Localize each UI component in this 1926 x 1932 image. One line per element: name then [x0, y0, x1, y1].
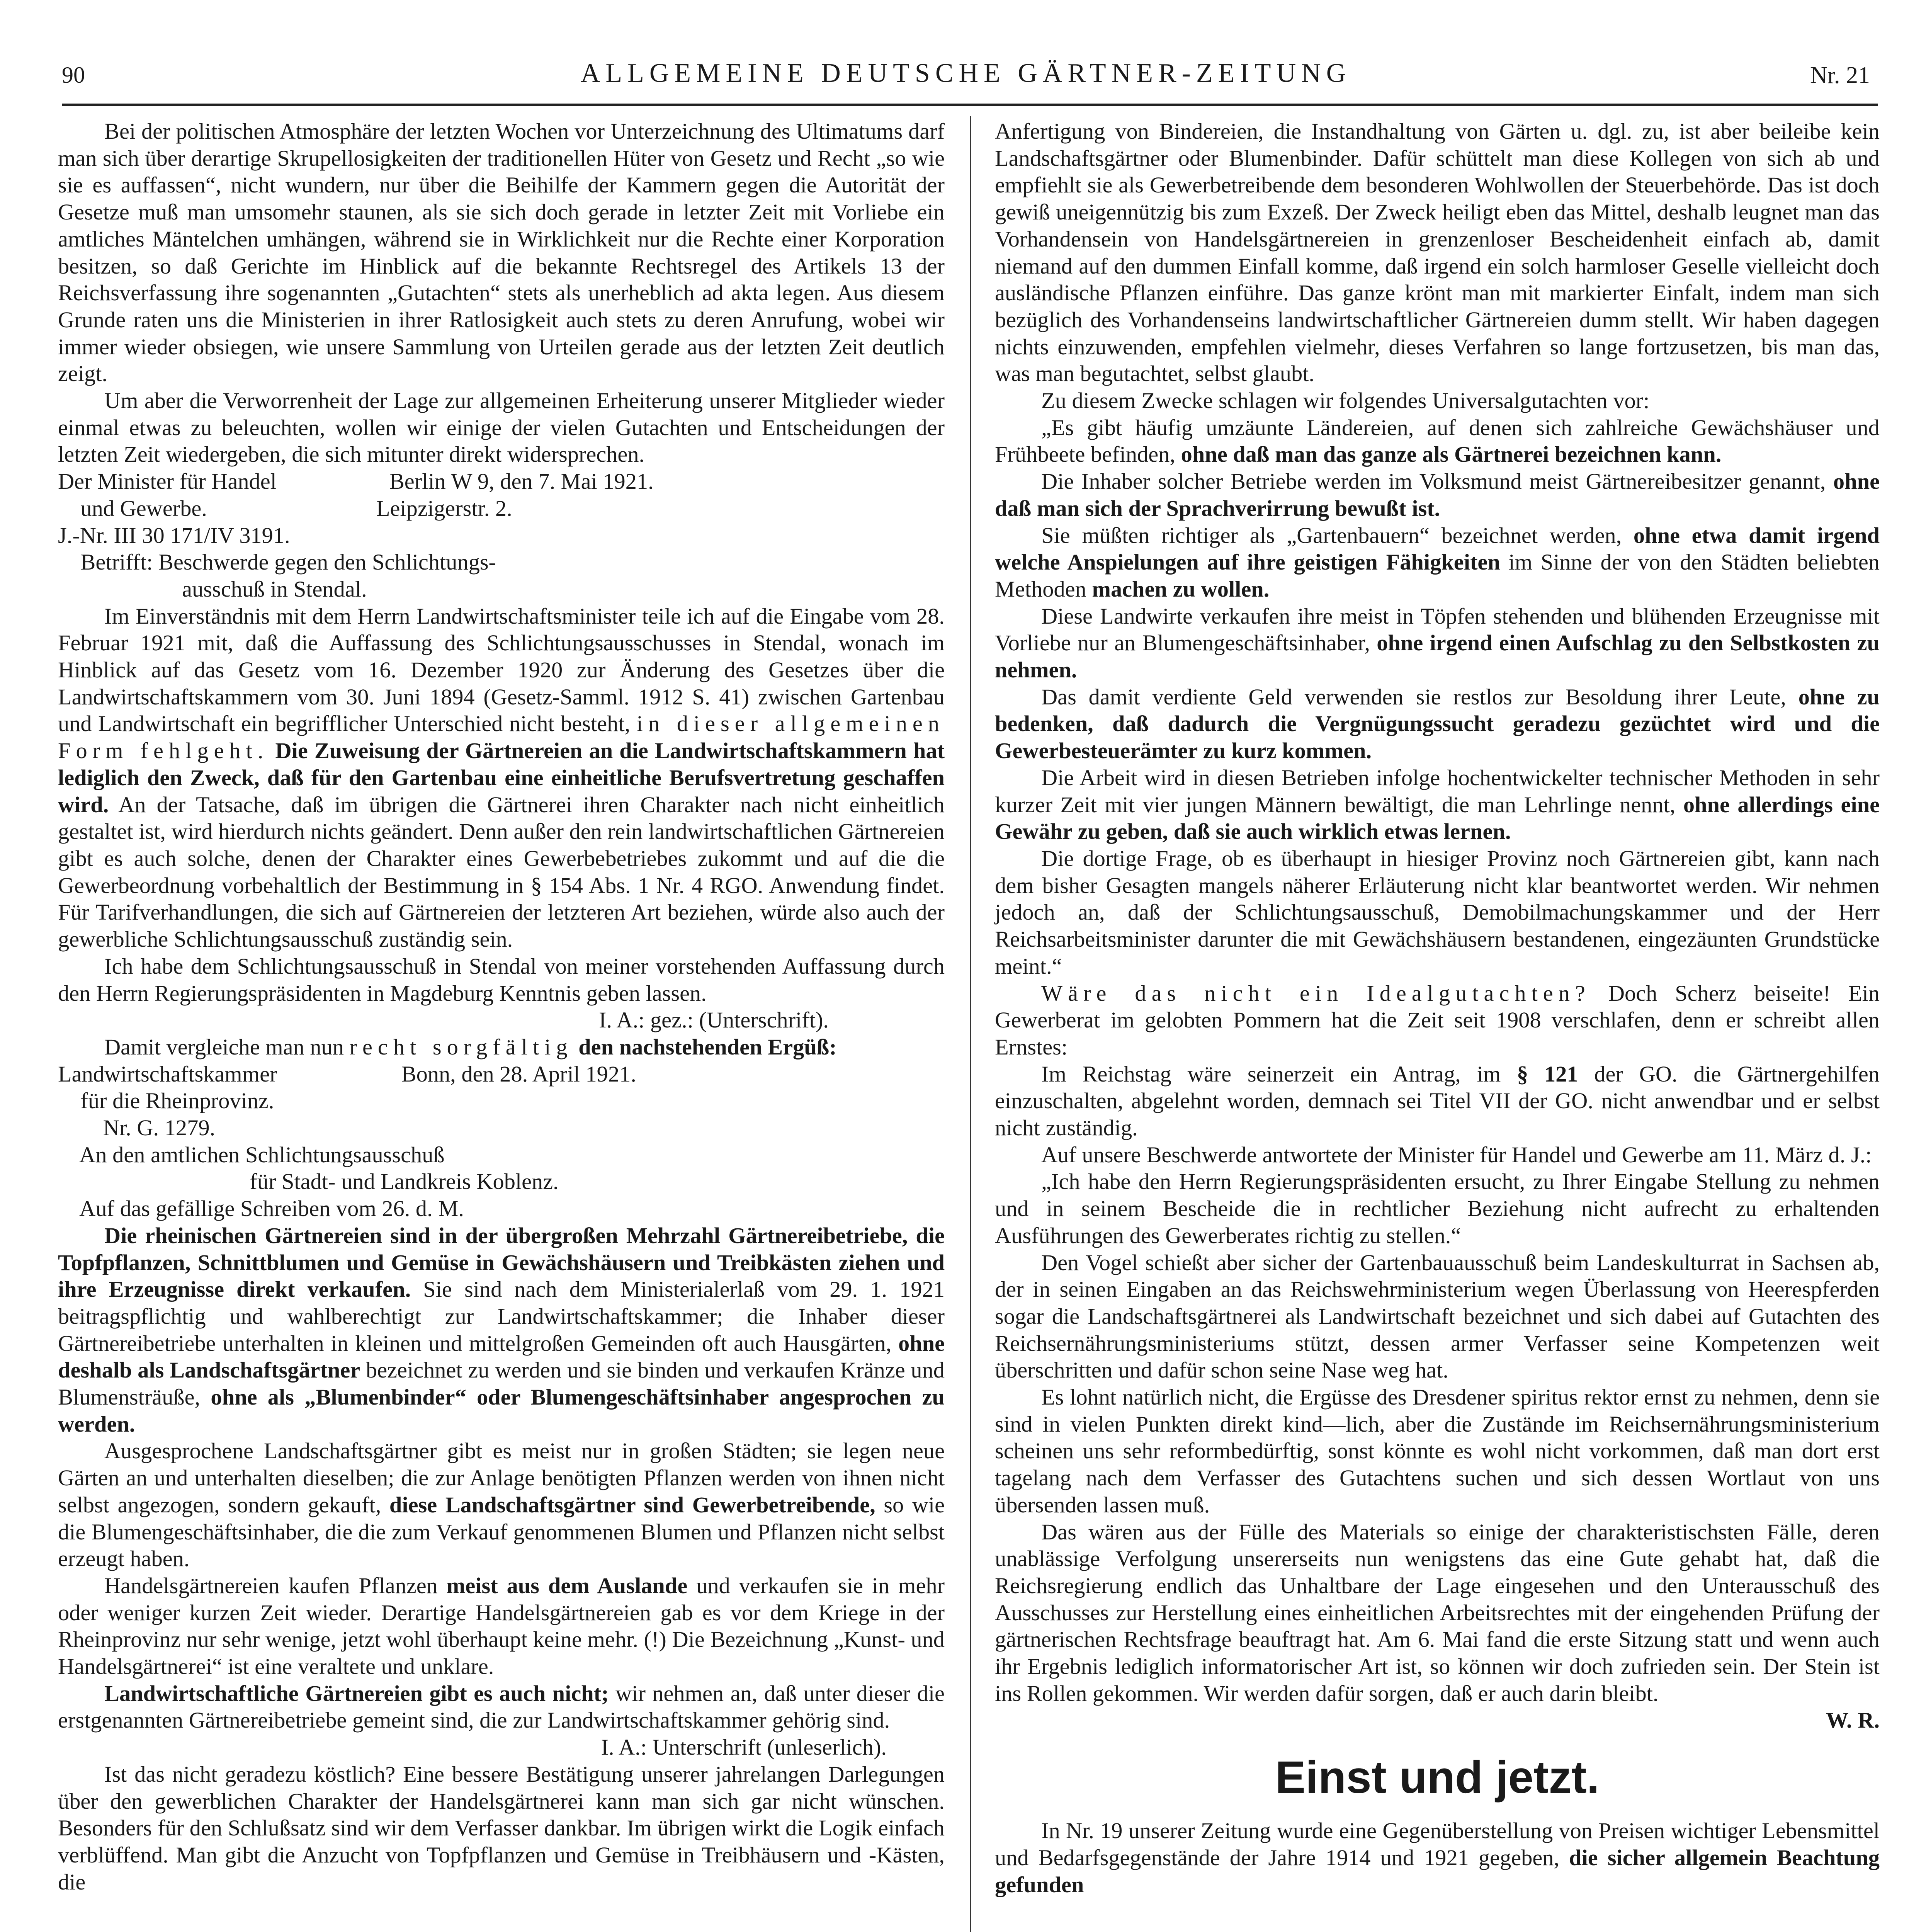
paragraph — [58, 1222, 945, 1438]
issue-number: Nr. 21 — [1810, 62, 1870, 88]
paragraph: Anfertigung von Bindereien, die Instandhaltung von Gärten u. dgl. zu, ist aber beileibe kein Landschaftsgärtner oder Blumenbinder. Dafür schüttelt man diese Kollegen von sich ab und empfiehlt sie als Gewerbetreibende dem besonderen Wohlwollen der Steuerbehörde. Das ist doch gewiß uneigennützig bis zum Exzeß. Der Zweck heiligt eben das Mittel, deshalb leugnet man das Vorhandensein von Handelsgärtnereien in grenzenloser Bescheidenheit einfach ab, damit niemand auf den dummen Einfall komme, daß irgend ein solch harmloser Geselle vielleicht doch ausländische Pflanzen einführe. Das ganze krönt man mit markierter Einfalt, indem man sich bezüglich des Vorhandenseins landwirtschaftlicher Gärtnereien dumm stellt. Wir haben dagegen nichts einzuwenden, empfehlen vielmehr, dieses Verfahren so lange fortzusetzen, bis man das, was man begutachtet, selbst glaubt. — [995, 119, 1880, 386]
bold-emphasis: § 121 — [1517, 1061, 1578, 1087]
bold-emphasis: ohne allerdings eine Gewähr zu geben, daß sie auch wirklich etwas lernen. — [995, 792, 1880, 844]
bold-emphasis: meist aus dem Auslande — [446, 1573, 688, 1598]
text-run: In Nr. 19 unserer Zeitung wurde eine Gegenüberstellung von Preisen wichtiger Lebensmittel und Bedarfsgegenstände der Jahre 1914 und 1921 gegeben, — [995, 1818, 1880, 1870]
spaced-emphasis: recht sorgfältig — [349, 1034, 573, 1060]
author-signature: W. R. — [1826, 1708, 1880, 1733]
bold-emphasis: den nachstehenden Ergüß: — [578, 1034, 837, 1060]
bold-emphasis: ohne als „Blumenbinder“ oder Blumengeschäftsinhaber angesprochen zu werden. — [58, 1384, 945, 1437]
text-run: bezeichnet zu werden und sie binden und verkaufen Kränze und Blumensträuße, — [58, 1357, 945, 1410]
paragraph: Ist das nicht geradezu köstlich? Eine bessere Bestätigung unserer jahrelangen Darlegungen über den gewerblichen Charakter der Handelsgärtnerei kann man sich gar nicht wünschen. Besonders für den Schlußsatz sind wir dem Verfasser dankbar. Im übrigen wirkt die Logik einfach verblüffend. Man gibt die Anzucht von Topfpflanzen und Gemüse in Treibhäusern und -Kästen, die — [58, 1761, 945, 1895]
column-divider — [970, 116, 971, 1932]
letter-subject: ausschuß in Stendal. — [58, 576, 367, 602]
bold-emphasis: die sicher allgemein Beachtung gefunden — [995, 1845, 1880, 1897]
text-run: Sie sind nach dem Ministerialerlaß vom 29. 1. 1921 beitragspflichtig und wahlberechtigt zur Landwirtschaftskammer; die Inhaber dieser Gärtnereibetriebe unterhalten in kleinen und mittelgroßen Gemeinden oft auch Hausgärten, — [58, 1277, 945, 1356]
left-column — [58, 118, 945, 1895]
bold-emphasis: ohne daß man sich der Sprachverirrung bewußt ist. — [995, 469, 1880, 521]
signature-line: I. A.: Unterschrift (unleserlich). — [601, 1735, 887, 1760]
paragraph: Bei der politischen Atmosphäre der letzten Wochen vor Unterzeichnung des Ultimatums darf man sich über derartige Skrupellosigkeiten der traditionellen Hüter von Gesetz und Recht „so wie sie es auffassen“, nicht wundern, nur über die Beihilfe der Kammern gegen die Autorität der Gesetze muß man umsomehr staunen, als sie sich doch gerade in letzter Zeit mit Vorliebe ein amtliches Mäntelchen umhängen, während sie in Wirklichkeit nur die Rechte einer Korporation besitzen, so daß Gerichte im Hinblick auf die bekannte Rechtsregel des Artikels 13 der Reichsverfassung ihre sogenannten „Gutachten“ stets als unerheblich ad akta legen. Aus diesem Grunde raten uns die Ministerien in ihrer Ratlosigkeit auch stets zu deren Anrufung, wobei wir immer wieder obsiegen, wie unsere Sammlung von Urteilen gerade aus der letzten Zeit deutlich zeigt. — [58, 119, 945, 386]
text-run: so wie die Blumengeschäftsinhaber, die die zum Verkauf genommenen Blumen und Pflanzen nicht selbst erzeugt haben. — [58, 1492, 945, 1571]
paragraph — [995, 1817, 1880, 1898]
text-run: Die Arbeit wird in diesen Betrieben infolge hochentwickelter technischer Methoden in sehr kurzer Zeit mit vier jungen Männern bewältigt, die man Lehrlinge nennt, — [995, 765, 1880, 817]
text-run: Sie müßten richtiger als „Gartenbauern“ bezeichnet werden, — [1041, 522, 1622, 548]
paragraph: Auf unsere Beschwerde antwortete der Minister für Handel und Gewerbe am 11. März d. J.: — [1041, 1142, 1872, 1167]
text-run: Damit vergleiche man nun — [104, 1034, 344, 1060]
quote-paragraph — [995, 468, 1880, 522]
text-run: Im Einverständnis mit dem Herrn Landwirtschaftsminister teile ich auf die Eingabe vom 28. Februar 1921 mit, daß die Auffassung des Schlichtungsausschusses in Stendal, wonach im Hinblick auf das Gesetz vom 16. Dezember 1920 zur Änderung des Gesetzes über die Landwirtschaftskammern vom 30. Juni 1894 (Gesetz-Samml. 1912 S. 41) zwischen Gartenbau und Landwirtschaft ein begrifflicher Unterschied nicht besteht, — [58, 603, 945, 736]
header-rule — [62, 104, 1878, 106]
letter-sender-line: Landwirtschaftskammer Bonn, den 28. April 1921. — [58, 1061, 636, 1087]
paragraph — [58, 1034, 945, 1061]
right-column — [995, 118, 1880, 1898]
letter-sender-line: für die Rheinprovinz. — [58, 1088, 274, 1114]
paragraph — [58, 1437, 945, 1572]
text-run: Ausgesprochene Landschaftsgärtner gibt es meist nur in großen Städten; sie legen neue Gärten an und unterhalten dieselben; die zur Anlage benötigten Pflanzen werden von ihnen nicht selbst angezogen, sondern gekauft, — [58, 1438, 945, 1517]
text-run: wir nehmen an, daß unter dieser die erstgenannten Gärtnereibetriebe gemeint sind, die zur Landwirtschaftskammer gehörig sind. — [58, 1680, 945, 1733]
bold-emphasis: diese Landschaftsgärtner sind Gewerbetreibende, — [389, 1492, 875, 1517]
letter-recipient: für Stadt- und Landkreis Koblenz. — [58, 1169, 559, 1194]
text-run: Im Reichstag wäre seinerzeit ein Antrag, im — [1041, 1061, 1501, 1087]
text-run: im Sinne der von den Städten beliebten Methoden — [995, 549, 1880, 602]
bold-emphasis: Landwirtschaftliche Gärtnereien gibt es auch nicht; — [104, 1680, 609, 1706]
bold-emphasis: ohne deshalb als Landschaftsgärtner — [58, 1330, 945, 1383]
letter-reference: Nr. G. 1279. — [58, 1115, 216, 1141]
section-title: Einst und jetzt. — [1275, 1752, 1600, 1803]
bold-emphasis: Die Zuweisung der Gärtnereien an die Landwirtschaftskammern hat lediglich den Zweck, daß für den Gartenbau eine einheitliche Berufsvertretung geschaffen wird. — [58, 738, 945, 817]
signature-line: I. A.: gez.: (Unterschrift). — [598, 1007, 829, 1033]
quote-paragraph — [995, 522, 1880, 603]
bold-emphasis: ohne daß man das ganze als Gärtnerei bezeichnen kann. — [1181, 442, 1722, 467]
text-run: Das damit verdiente Geld verwenden sie restlos zur Besoldung ihrer Leute, — [1041, 684, 1786, 709]
bold-emphasis: ohne zu bedenken, daß dadurch die Vergnügungssucht geradezu gezüchtet wird und die Gewerbesteuerämter zu kurz kommen. — [995, 684, 1880, 764]
text-run: Die Inhaber solcher Betriebe werden im Volksmund meist Gärtnereibesitzer genannt, — [1041, 469, 1826, 494]
text-run: An der Tatsache, daß im übrigen die Gärtnerei ihren Charakter nach nicht einheitlich gestaltet ist, wird hierdurch nichts geändert. Denn außer den rein landwirtschaftlichen Gärtnereien gibt es auch solche, denen der Charakter eines Gewerbebetriebes zukommt und auf die die Gewerbeordnung vorbehaltlich der Bestimmung in § 154 Abs. 1 Nr. 4 RGO. Anwendung findet. Für Tarifverhandlungen, die sich auf Gärtnereien der letzteren Art beziehen, würde also auch der gewerbliche Schlichtungsausschuß zuständig sein. — [58, 792, 945, 952]
paragraph: Um aber die Verworrenheit der Lage zur allgemeinen Erheiterung unserer Mitglieder wieder einmal etwas zu beleuchten, wollen wir einige der vielen Gutachten und Entscheidungen der letzten Zeit wiedergeben, die sich mitunter direkt widersprechen. — [58, 388, 945, 467]
spaced-emphasis: Wäre das nicht ein Idealgutachten? — [1041, 980, 1591, 1006]
paragraph: Den Vogel schießt aber sicher der Gartenbauausschuß beim Landeskulturrat in Sachsen ab, der in seinen Eingaben an das Reichswehrministerium wegen Überlassung von Heerespferden sogar die Landschaftsgärtnerei als Landwirtschaft bezeichnet und sich dabei auf Gutachten des Reichsernährungsministeriums stützt, dessen armer Verfasser seine Kompetenzen weit überschritten und dafür schon seine Nase weg hat. — [995, 1250, 1880, 1383]
quote-paragraph — [995, 414, 1880, 468]
letter-sender-line: Der Minister für Handel Berlin W 9, den 7. Mai 1921. — [58, 469, 654, 494]
quote-paragraph — [995, 684, 1880, 764]
quote-paragraph — [995, 764, 1880, 845]
paragraph — [995, 1061, 1880, 1141]
text-run: „Es gibt häufig umzäunte Ländereien, auf denen sich zahlreiche Gewächshäuser und Frühbeete befinden, — [995, 415, 1880, 467]
text-run: Handelsgärtnereien kaufen Pflanzen — [104, 1573, 438, 1598]
paragraph — [58, 603, 945, 953]
bold-emphasis: ohne etwa damit irgend welche Anspielungen auf ihre geistigen Fähigkeiten — [995, 522, 1880, 575]
text-run: und verkaufen sie in mehr oder weniger kurzen Zeit wieder. Derartige Handelsgärtnereien gab es vor dem Kriege in der Rheinprovinz nur sehr wenige, jetzt wohl überhaupt keine mehr. (!) Die Bezeichnung „Kunst- und Handelsgärtnerei“ ist eine veraltete und unklare. — [58, 1573, 945, 1679]
letter-recipient: An den amtlichen Schlichtungsausschuß — [58, 1142, 445, 1167]
bold-emphasis: machen zu wollen. — [1092, 576, 1270, 602]
paragraph — [995, 980, 1880, 1061]
paragraph: Das wären aus der Fülle des Materials so einige der charakteristischsten Fälle, deren unablässige Verfolgung unsererseits nun wenigstens das eine Gute gehabt hat, daß die Reichsregierung endlich das Unhaltbare der Lage eingesehen und den Unterausschuß des Ausschusses zur Herstellung eines einheitlichen Arbeitsrechtes mit der eingehenden Prüfung der gärtnerischen Rechtsfrage beauftragt hat. Am 6. Mai fand die erste Sitzung statt und wenn auch ihr Ergebnis lediglich informatorischer Art ist, so können wir doch zufrieden sein. Der Stein ist ins Rollen gekommen. Wir werden dafür sorgen, daß er auch darin bleibt. — [995, 1519, 1880, 1706]
paragraph: Es lohnt natürlich nicht, die Ergüsse des Dresdener spiritus rektor ernst zu nehmen, denn sie sind in vielen Punkten direkt kind—lich, aber die Zustände im Reichsernährungsministerium scheinen uns sehr reformbedürftig, sonst könnte es wohl nicht vorkommen, daß man dort erst tagelang nach dem Verfasser des Gutachtens suchen und sich dessen Wortlaut von uns übersenden lassen muß. — [995, 1384, 1880, 1517]
page-number: 90 — [62, 62, 85, 88]
spaced-emphasis: in dieser allgemeinen Form fehlgeht. — [58, 711, 945, 764]
letter-reference: J.-Nr. III 30 171/IV 3191. — [58, 522, 290, 548]
paragraph: Ich habe dem Schlichtungsausschuß in Stendal von meiner vorstehenden Auffassung durch den Herrn Regierungspräsidenten in Magdeburg Kenntnis geben lassen. — [58, 953, 945, 1006]
letter-sender-line: und Gewerbe. Leipzigerstr. 2. — [58, 495, 512, 521]
journal-title: ALLGEMEINE DEUTSCHE GÄRTNER-ZEITUNG — [580, 58, 1351, 88]
letter-subject: Auf das gefällige Schreiben vom 26. d. M. — [58, 1196, 464, 1221]
quote-paragraph: „Ich habe den Herrn Regierungspräsidenten ersucht, zu Ihrer Eingabe Stellung zu nehmen und in seinem Bescheide die in rechtlicher Beziehung nicht aufrecht zu erhaltenden Ausführungen des Gewerberates richtig zu stellen.“ — [995, 1169, 1880, 1248]
bold-emphasis: ohne irgend einen Aufschlag zu den Selbstkosten zu nehmen. — [995, 630, 1880, 683]
paragraph — [58, 1680, 945, 1734]
paragraph — [58, 1572, 945, 1680]
text-run: Diese Landwirte verkaufen ihre meist in Töpfen stehenden und blühenden Erzeugnisse mit Vorliebe nur an Blumengeschäftsinhaber, — [995, 603, 1880, 656]
quote-paragraph — [995, 603, 1880, 684]
text-run: der GO. die Gärtnergehilfen einzuschalten, abgelehnt worden, demnach sei Titel VII der GO. nicht anwendbar und er selbst nicht zuständig. — [995, 1061, 1880, 1141]
paragraph: Zu diesem Zwecke schlagen wir folgendes Universalgutachten vor: — [1041, 388, 1650, 413]
quote-paragraph: Die dortige Frage, ob es überhaupt in hiesiger Provinz noch Gärtnereien gibt, kann nach dem bisher Gesagten mangels näherer Erläuterung nicht klar beantwortet werden. Wir nehmen jedoch an, daß der Schlichtungsausschuß, Demobilmachungskammer und der Herr Reichsarbeitsminister darunter die mit Gewächshäusern bestandenen, eingezäunten Grundstücke meint.“ — [995, 845, 1880, 979]
letter-subject: Betrifft: Beschwerde gegen den Schlichtungs- — [58, 549, 496, 575]
bold-emphasis: Die rheinischen Gärtnereien sind in der übergroßen Mehrzahl Gärtnereibetriebe, die Topfpflanzen, Schnittblumen und Gemüse in Gewächshäusern und Treibkästen ziehen und ihre Erzeugnisse direkt verkaufen. — [58, 1223, 945, 1302]
text-run: Doch Scherz beiseite! Ein Gewerberat im gelobten Pommern hat die Zeit seit 1908 verschlafen, denn er schreibt allen Ernstes: — [995, 980, 1880, 1060]
page-header — [62, 58, 1870, 100]
